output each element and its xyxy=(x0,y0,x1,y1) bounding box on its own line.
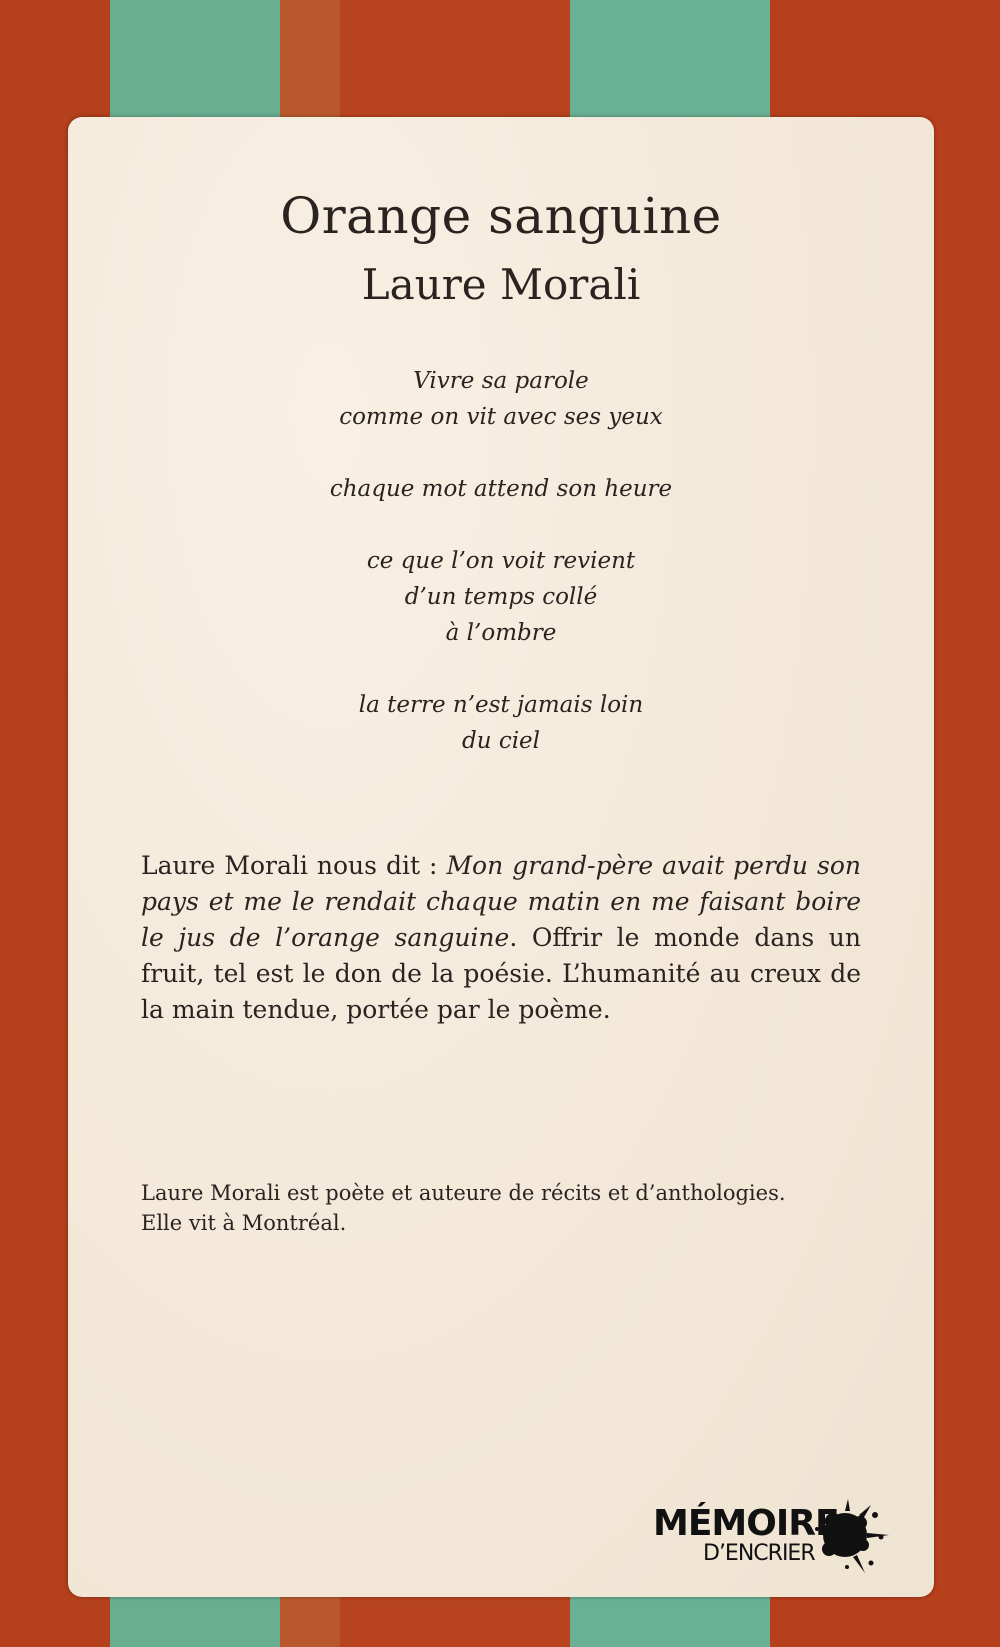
poem-stanza xyxy=(68,543,934,651)
poem-stanza xyxy=(68,687,934,759)
bio-line: Elle vit à Montréal. xyxy=(141,1211,347,1235)
poem-line: comme on vit avec ses yeux xyxy=(339,404,663,430)
poem-line: la terre n’est jamais loin xyxy=(358,692,644,718)
poem-line: Vivre sa parole xyxy=(413,368,589,394)
book-cover-paper xyxy=(68,117,934,1597)
poem-line: du ciel xyxy=(461,728,541,754)
publisher-logo xyxy=(653,1497,893,1577)
poem-stanza xyxy=(68,363,934,435)
poem-stanza xyxy=(68,471,934,507)
blurb-quote: Mon grand-père avait perdu son pays et me le rendait chaque matin en me faisant boire le jus de l’orange sanguine xyxy=(141,851,861,952)
author-bio xyxy=(141,1178,861,1238)
bio-line: Laure Morali est poète et auteure de récits et d’anthologies. xyxy=(141,1181,786,1205)
publisher-name-top: MÉMOIRE xyxy=(653,1503,839,1544)
blurb-rest: . Offrir le monde dans un fruit, tel est le don de la poésie. L’humanité au creux de la main tendue, portée par le poème. xyxy=(141,923,862,1024)
poem-excerpt xyxy=(68,363,934,795)
poem-line: d’un temps collé xyxy=(404,584,598,610)
blurb-intro: Laure Morali nous dit : xyxy=(141,851,447,880)
poem-line: ce que l’on voit revient xyxy=(366,548,636,574)
publisher-name-bottom: D’ENCRIER xyxy=(703,1541,815,1566)
poem-line: à l’ombre xyxy=(445,620,557,646)
poem-line: chaque mot attend son heure xyxy=(329,476,673,502)
book-title: Orange sanguine xyxy=(280,187,722,245)
book-author: Laure Morali xyxy=(361,260,641,309)
book-blurb xyxy=(141,848,861,1028)
